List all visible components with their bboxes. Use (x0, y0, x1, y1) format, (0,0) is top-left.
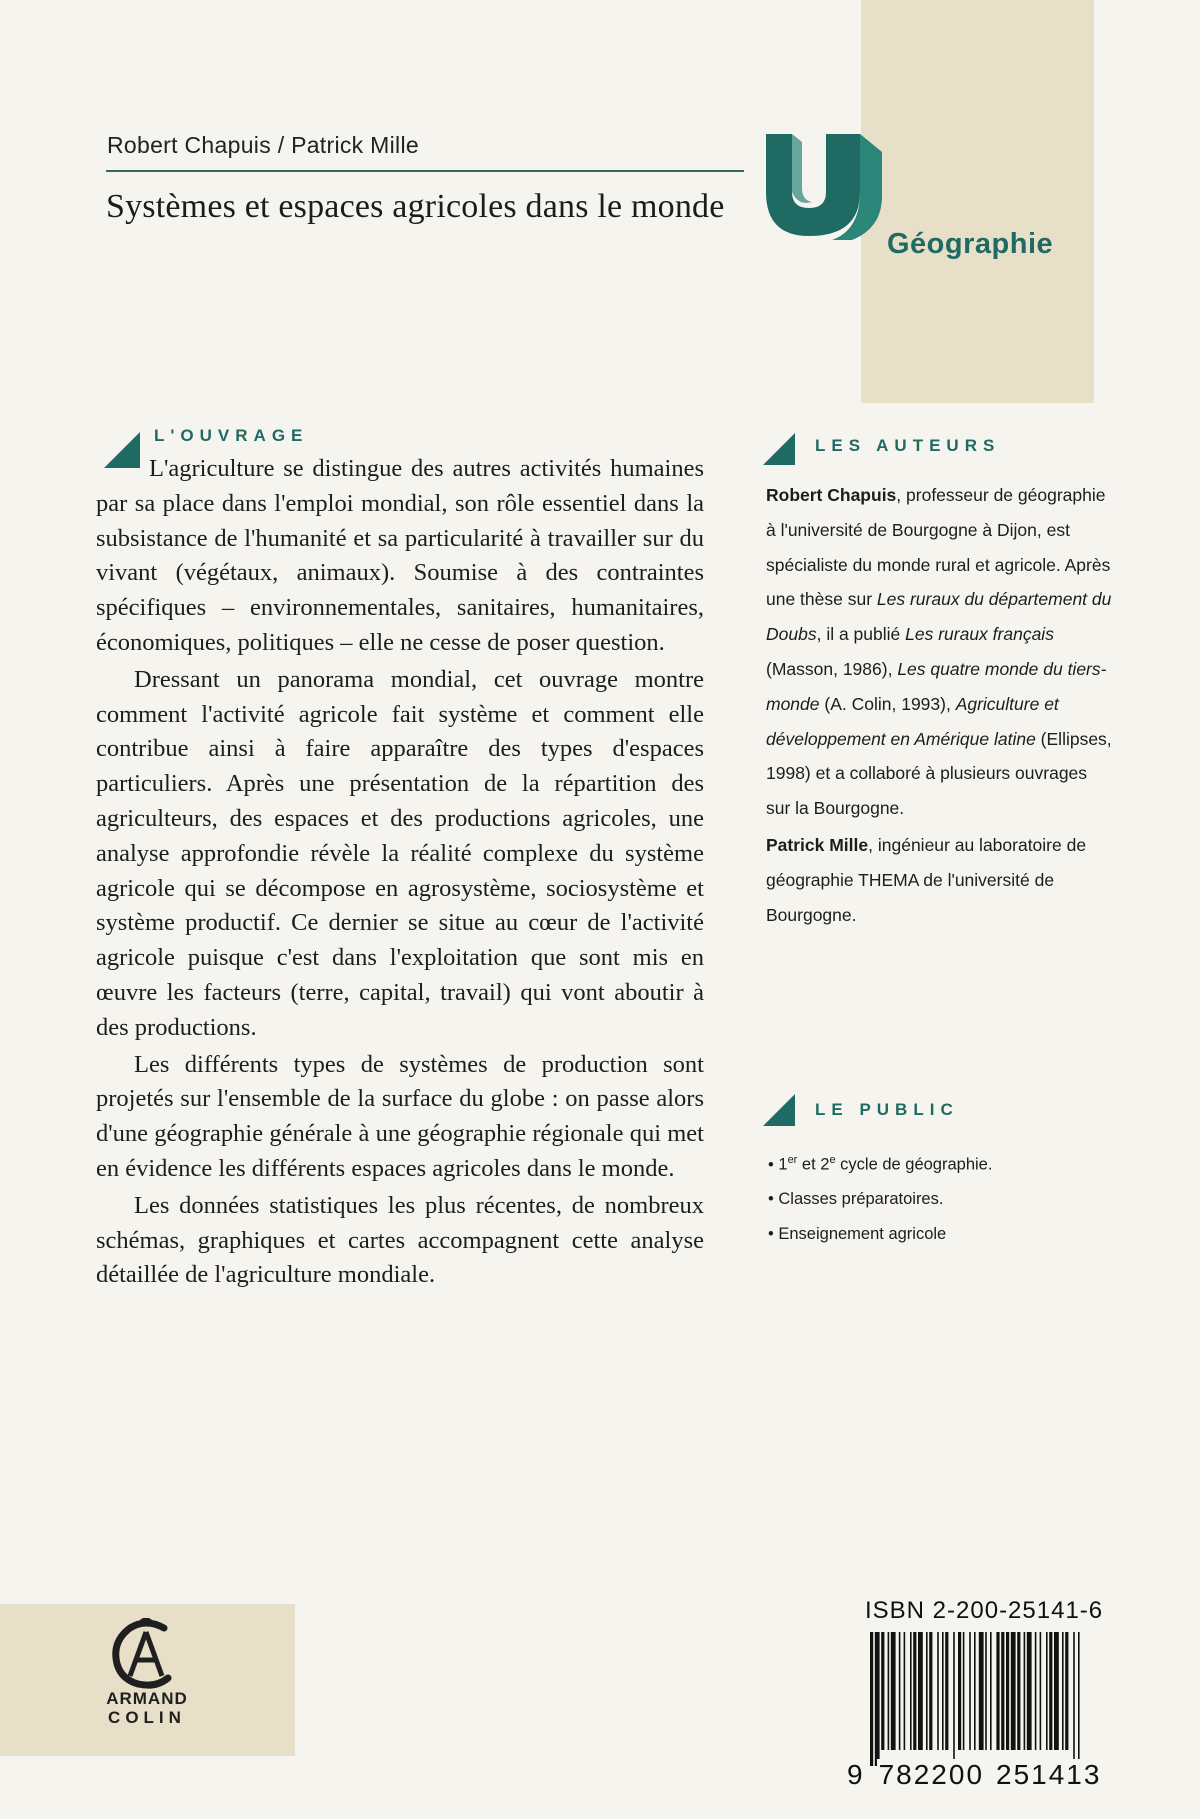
barcode-bar (985, 1632, 987, 1750)
barcode-bar (1035, 1632, 1037, 1750)
barcode-bar (926, 1632, 928, 1750)
auteurs-heading: LES AUTEURS (815, 436, 1001, 455)
barcode-bar (1024, 1632, 1026, 1750)
barcode-bar (891, 1632, 896, 1750)
barcode-bar (1001, 1632, 1004, 1750)
barcode-bar (1054, 1632, 1059, 1750)
auteurs-text (766, 478, 1112, 932)
barcode (868, 1632, 1084, 1766)
ouvrage-paragraph: Les données statistiques les plus récentes, de nombreux schémas, graphiques et cartes accompagnent cette analyse détaillée de l'agriculture mondiale. (96, 1191, 704, 1289)
book-authors: Robert Chapuis / Patrick Mille (107, 132, 419, 158)
publisher-name: ARMAND COLIN (106, 1689, 188, 1727)
ouvrage-paragraph: Dressant un panorama mondial, cet ouvrage montre comment l'activité agricole fait système et comment elle contribue ainsi à faire apparaître des types d'espaces particuliers. Après une présentation de la répartition des agriculteurs, des espaces et des productions agricoles, une analyse approfondie révèle la réalité complexe du système agricole qui se décompose en agrosystème, sociosystème et système productif. Ce dernier se situe au cœur de l'activité agricole puisque c'est dans l'exploitation que sont mis en œuvre les facteurs (terre, capital, travail) qui vont aboutir à des productions. (96, 665, 704, 1041)
u-collection-logo (762, 130, 890, 240)
barcode-bar (881, 1632, 884, 1750)
barcode-bar (1062, 1632, 1064, 1750)
author2-bio: Patrick Mille, ingénieur au laboratoire de géographie THEMA de l'université de Bourgogne. (766, 834, 1087, 925)
public-list (768, 1143, 992, 1251)
barcode-bar (942, 1632, 944, 1750)
ouvrage-heading: L'OUVRAGE (154, 426, 309, 445)
barcode-bar (875, 1632, 880, 1766)
ouvrage-paragraph: Les différents types de systèmes de production sont projetés sur l'ensemble de la surface du globe : on passe alors d'une géographie générale à une géographie régionale qui met en évidence les différents espaces agricoles dans le monde. (96, 1050, 704, 1182)
public-heading: LE PUBLIC (815, 1100, 959, 1119)
ouvrage-text (96, 452, 704, 1293)
barcode-bar (899, 1632, 901, 1750)
barcode-bar (1049, 1632, 1052, 1750)
section-triangle-icon (763, 1094, 795, 1126)
barcode-bar (1027, 1632, 1032, 1750)
author1-name: Robert Chapuis (766, 485, 897, 505)
collection-panel (861, 0, 1094, 403)
list-item: • 1er et 2e cycle de géographie. (768, 1143, 992, 1182)
barcode-bar (953, 1632, 955, 1766)
barcode-bar (1073, 1632, 1075, 1766)
barcode-bar (1017, 1632, 1020, 1750)
barcode-bar (913, 1632, 916, 1750)
barcode-bar (1065, 1632, 1068, 1750)
barcode-bar (929, 1632, 932, 1750)
armand-colin-logo-icon (106, 1618, 186, 1690)
barcode-bar (969, 1632, 971, 1750)
barcode-bar (990, 1632, 992, 1750)
barcode-bar (958, 1632, 961, 1750)
collection-label: Géographie (887, 228, 1054, 260)
barcode-bar (974, 1632, 976, 1750)
title-rule (106, 170, 744, 172)
barcode-bar (963, 1632, 965, 1750)
barcode-bar (1046, 1632, 1048, 1750)
barcode-bar (918, 1632, 923, 1750)
barcode-bar (937, 1632, 939, 1750)
list-item: • Classes préparatoires. (768, 1182, 992, 1217)
barcode-bar (945, 1632, 948, 1750)
isbn-label: ISBN 2-200-25141-6 (865, 1597, 1104, 1624)
barcode-bar (870, 1632, 873, 1766)
author1-bio: Robert Chapuis, professeur de géographie à l'université de Bourgogne à Dijon, est spécialiste du monde rural et agricole. Après une thèse sur Les ruraux du département du Doubs, il a publié Les ruraux français (Masson, 1986), Les quatre monde du tiers-monde (A. Colin, 1993), Agriculture et développement en Amérique latine (Ellipses, 1998) et a collaboré à plusieurs ouvrages sur la Bourgogne. (766, 485, 1112, 819)
barcode-bar (1078, 1632, 1080, 1766)
barcode-bar (1040, 1632, 1042, 1750)
barcode-digits: 9 782200 251413 (847, 1759, 1102, 1790)
barcode-bar (888, 1632, 890, 1750)
barcode-bar (979, 1632, 984, 1750)
barcode-bar (1011, 1632, 1016, 1750)
barcode-bar (904, 1632, 906, 1750)
section-triangle-icon (763, 433, 795, 465)
ouvrage-paragraph: L'agriculture se distingue des autres activités humaines par sa place dans l'emploi mondial, son rôle essentiel dans la subsistance de l'humanité et sa particularité à travailler sur du vivant (végétaux, animaux). Soumise à des contraintes spécifiques – environnementales, sanitaires, humanitaires, économiques, politiques – elle ne cesse de poser question. (96, 455, 704, 656)
author2-name: Patrick Mille (766, 834, 869, 855)
barcode-bar (1006, 1632, 1009, 1750)
list-item: • Enseignement agricole (768, 1217, 992, 1252)
book-title: Systèmes et espaces agricoles dans le monde (106, 188, 725, 225)
barcode-bar (996, 1632, 999, 1750)
barcode-bar (910, 1632, 912, 1750)
